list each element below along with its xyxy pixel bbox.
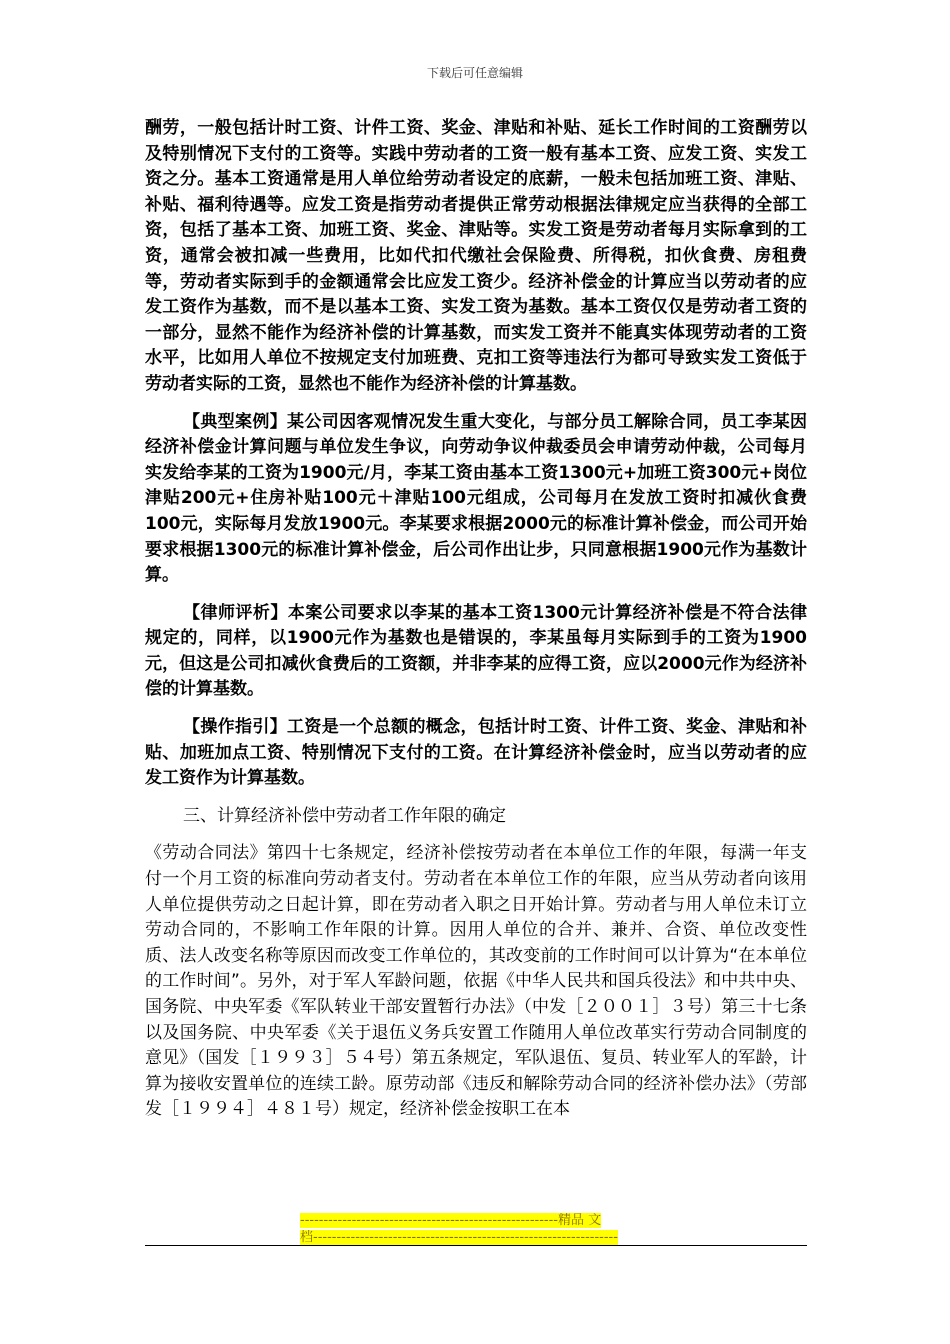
paragraph-typical-case: 【典型案例】某公司因客观情况发生重大变化，与部分员工解除合同，员工李某因经济补偿金计算问题与单位发生争议，向劳动争议仲裁委员会申请劳动仲裁，公司每月实发给李某的工资为1900元/月，李某工资由基本工资1300元+加班工资300元+岗位津贴200元+住房补贴100元＋津贴100元组成，公司每月在发放工资时扣减伙食费100元，实际每月发放1900元。李某要求根据2000元的标准计算补偿金，而公司开始要求根据1300元的标准计算补偿金，后公司作出让步，只同意根据1900元作为基数计算。	[145, 411, 807, 586]
paragraph-work-years: 《劳动合同法》第四十七条规定，经济补偿按劳动者在本单位工作的年限，每满一年支付一个月工资的标准向劳动者支付。劳动者在本单位工作的年限，应当从劳动者向该用人单位提供劳动之日起计算，即在劳动者入职之日开始计算。劳动者与用人单位未订立劳动合同的，不影响工作年限的计算。因用人单位的合并、兼并、合资、单位改变性质、法人改变名称等原因而改变工作单位的，其改变前的工作时间可以计算为“在本单位的工作时间”。另外，对于军人军龄问题，依据《中华人民共和国兵役法》和中共中央、国务院、中央军委《军队转业干部安置暂行办法》（中发［２００１］３号）第三十七条以及国务院、中央军委《关于退伍义务兵安置工作随用人单位改革实行劳动合同制度的意见》（国发［１９９３］５４号）第五条规定，军队退伍、复员、转业军人的军龄，计算为接收安置单位的连续工龄。原劳动部《违反和解除劳动合同的经济补偿办法》（劳部发［１９９４］４８１号）规定，经济补偿金按职工在本	[145, 843, 807, 1120]
footer-line-1: -------------------------------------------------------精品 文	[300, 1213, 602, 1228]
document-body	[145, 116, 807, 1123]
section-heading: 三、计算经济补偿中劳动者工作年限的确定	[183, 805, 506, 826]
footer-watermark	[300, 1212, 648, 1246]
footer-line-2: 档-----------------------------------------------------------------	[300, 1230, 618, 1245]
paragraph-wage-definition: 酬劳，一般包括计时工资、计件工资、奖金、津贴和补贴、延长工作时间的工资酬劳以及特别情况下支付的工资等。实践中劳动者的工资一般有基本工资、应发工资、实发工资之分。基本工资通常是用人单位给劳动者设定的底薪，一般未包括加班工资、津贴、补贴、福利待遇等。应发工资是指劳动者提供正常劳动根据法律规定应当获得的全部工资，包括了基本工资、加班工资、奖金、津贴等。实发工资是劳动者每月实际拿到的工资，通常会被扣减一些费用，比如代扣代缴社会保险费、所得税，扣伙食费、房租费等，劳动者实际到手的金额通常会比应发工资少。经济补偿金的计算应当以劳动者的应发工资作为基数，而不是以基本工资、实发工资为基数。基本工资仅仅是劳动者工资的一部分，显然不能作为经济补偿的计算基数，而实发工资并不能真实体现劳动者的工资水平，比如用人单位不按规定支付加班费、克扣工资等违法行为都可导致实发工资低于劳动者实际的工资，显然也不能作为经济补偿的计算基数。	[145, 118, 807, 394]
paragraph-operation-guide: 【操作指引】工资是一个总额的概念，包括计时工资、计件工资、奖金、津贴和补贴、加班加点工资、特别情况下支付的工资。在计算经济补偿金时，应当以劳动者的应发工资作为计算基数。	[145, 717, 807, 789]
paragraph-lawyer-analysis: 【律师评析】本案公司要求以李某的基本工资1300元计算经济补偿是不符合法律规定的，同样，以1900元作为基数也是错误的，李某虽每月实际到手的工资为1900元，但这是公司扣减伙食费后的工资额，并非李某的应得工资，应以2000元作为经济补偿的计算基数。	[145, 602, 807, 700]
footer-divider	[145, 1245, 807, 1246]
page-header: 下载后可任意编辑	[426, 66, 523, 80]
